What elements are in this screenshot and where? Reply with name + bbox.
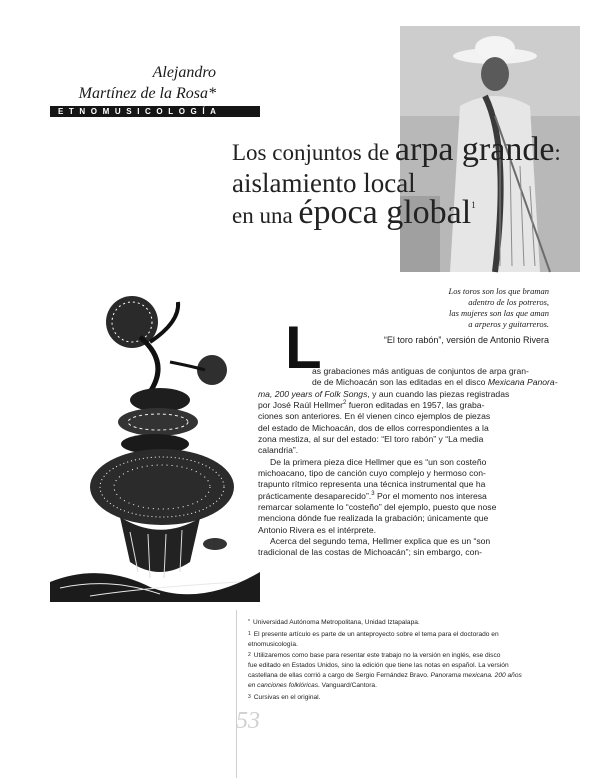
body-line: menciona dónde fue realizada la grabación; únicamente que [258, 513, 489, 523]
footnote-mark: 2 [248, 652, 251, 658]
footnote-mark: 3 [248, 694, 251, 700]
footnote-text: Utilizaremos como base para resentar este trabajo no la versión en inglés, ese disco [253, 652, 501, 659]
body-line [312, 377, 558, 388]
woodcut-cactus-illustration [30, 282, 280, 612]
footnote [248, 630, 548, 639]
title-text: aislamiento local [232, 168, 416, 198]
footnote-text: castellana de ellas corrió a cargo de Sergio Fernández Bravo. [248, 672, 431, 679]
footnote [248, 651, 548, 660]
footnote-continued [248, 681, 548, 690]
epigraph-line: a arperos y guitarreros. [468, 319, 549, 329]
footnote-italic: Panorama mexicana. 200 años [430, 672, 522, 679]
footnote-rule [236, 610, 237, 778]
footnote-text: El presente artículo es parte de un anteproyecto sobre el tema para el doctorado en [253, 631, 499, 638]
author-surname: Martínez de la Rosa* [78, 85, 216, 102]
body-text: fueron editadas en 1957, las graba- [346, 400, 485, 410]
body-text: , y aun cuando las piezas registradas [367, 389, 510, 399]
footnote-text: . Vanguard/Cantora. [318, 682, 377, 689]
footnote-mark: 1 [248, 631, 251, 637]
body-line: De la primera pieza dice Hellmer que es “un son costeño [270, 457, 487, 467]
body-line: ciones son anteriores. En él vienen cinco ejemplos de piezas [258, 411, 491, 421]
title-emphasis: arpa grande [394, 131, 555, 168]
footnote-continued: fue editado en Estados Unidos, sino la edición que tiene las notas en español. La versión [248, 662, 509, 669]
body-text: de de Michoacán son las editadas en el disco [312, 377, 488, 387]
title-text: Los conjuntos de [232, 140, 395, 165]
body-italic: ma, 200 years of Folk Songs [258, 389, 368, 399]
epigraph-source: “El toro rabón”, versión de Antonio Rivera [383, 335, 549, 345]
body-italic: Mexicana Panora- [487, 377, 558, 387]
body-line [258, 389, 548, 400]
body-line: as grabaciones más antiguas de conjuntos de arpa gran- [312, 366, 529, 376]
title-text: : [554, 140, 561, 165]
article-title-line-3 [232, 195, 476, 237]
footnote-text: Universidad Autónoma Metropolitana, Unidad Iztapalapa. [252, 619, 420, 626]
body-line [258, 491, 548, 502]
body-text: prácticamente desaparecido”. [258, 491, 372, 501]
body-line: zona mestiza, al sur del estado: “El toro rabón” y “La media [258, 434, 484, 444]
title-emphasis: época global [298, 194, 472, 231]
body-line [258, 400, 548, 411]
body-line: del estado de Michoacán, dos de ellos correspondientes a la [258, 423, 489, 433]
body-line: calandria”. [258, 445, 299, 455]
body-line: Antonio Rivera es el intérprete. [258, 525, 376, 535]
body-line: trapunto rítmico representa una técnica instrumental que ha [258, 479, 486, 489]
author-first-name: Alejandro [152, 64, 216, 81]
footnote-italic: en canciones folklóricas [248, 682, 319, 689]
body-text: Por el momento nos interesa [374, 491, 487, 501]
body-text: por José Raúl Hellmer [258, 400, 344, 410]
epigraph-line: adentro de los potreros, [468, 297, 549, 307]
drop-cap: L [285, 314, 322, 381]
body-footnote-mark: 2 [343, 400, 347, 406]
footnote-mark: * [248, 619, 250, 625]
footnote-continued: etnomusicología. [248, 641, 298, 648]
footnote-text: Cursivas en el original. [253, 694, 321, 701]
title-footnote-mark: 1 [471, 200, 476, 210]
footnote [248, 693, 548, 702]
body-line: Acerca del segundo tema, Hellmer explica que es un “son [270, 536, 491, 546]
body-footnote-mark: 3 [371, 491, 375, 497]
title-text: en una [232, 203, 299, 228]
footnote [248, 618, 548, 627]
epigraph-line: Los toros son los que braman [448, 286, 549, 296]
body-line: tradicional de las costas de Michoacán”; sin embargo, con- [258, 547, 483, 557]
page-number: 53 [236, 708, 260, 734]
footnote-continued [248, 671, 548, 680]
body-line: michoacano, tipo de canción cuyo complejo y hermoso con- [258, 468, 486, 478]
epigraph-line: las mujeres son las que aman [448, 308, 549, 318]
body-line: remarcar solamente lo “costeño” del ejemplo, puesto que nose [258, 502, 497, 512]
section-label: ETNOMUSICOLOGÍA [58, 107, 222, 116]
